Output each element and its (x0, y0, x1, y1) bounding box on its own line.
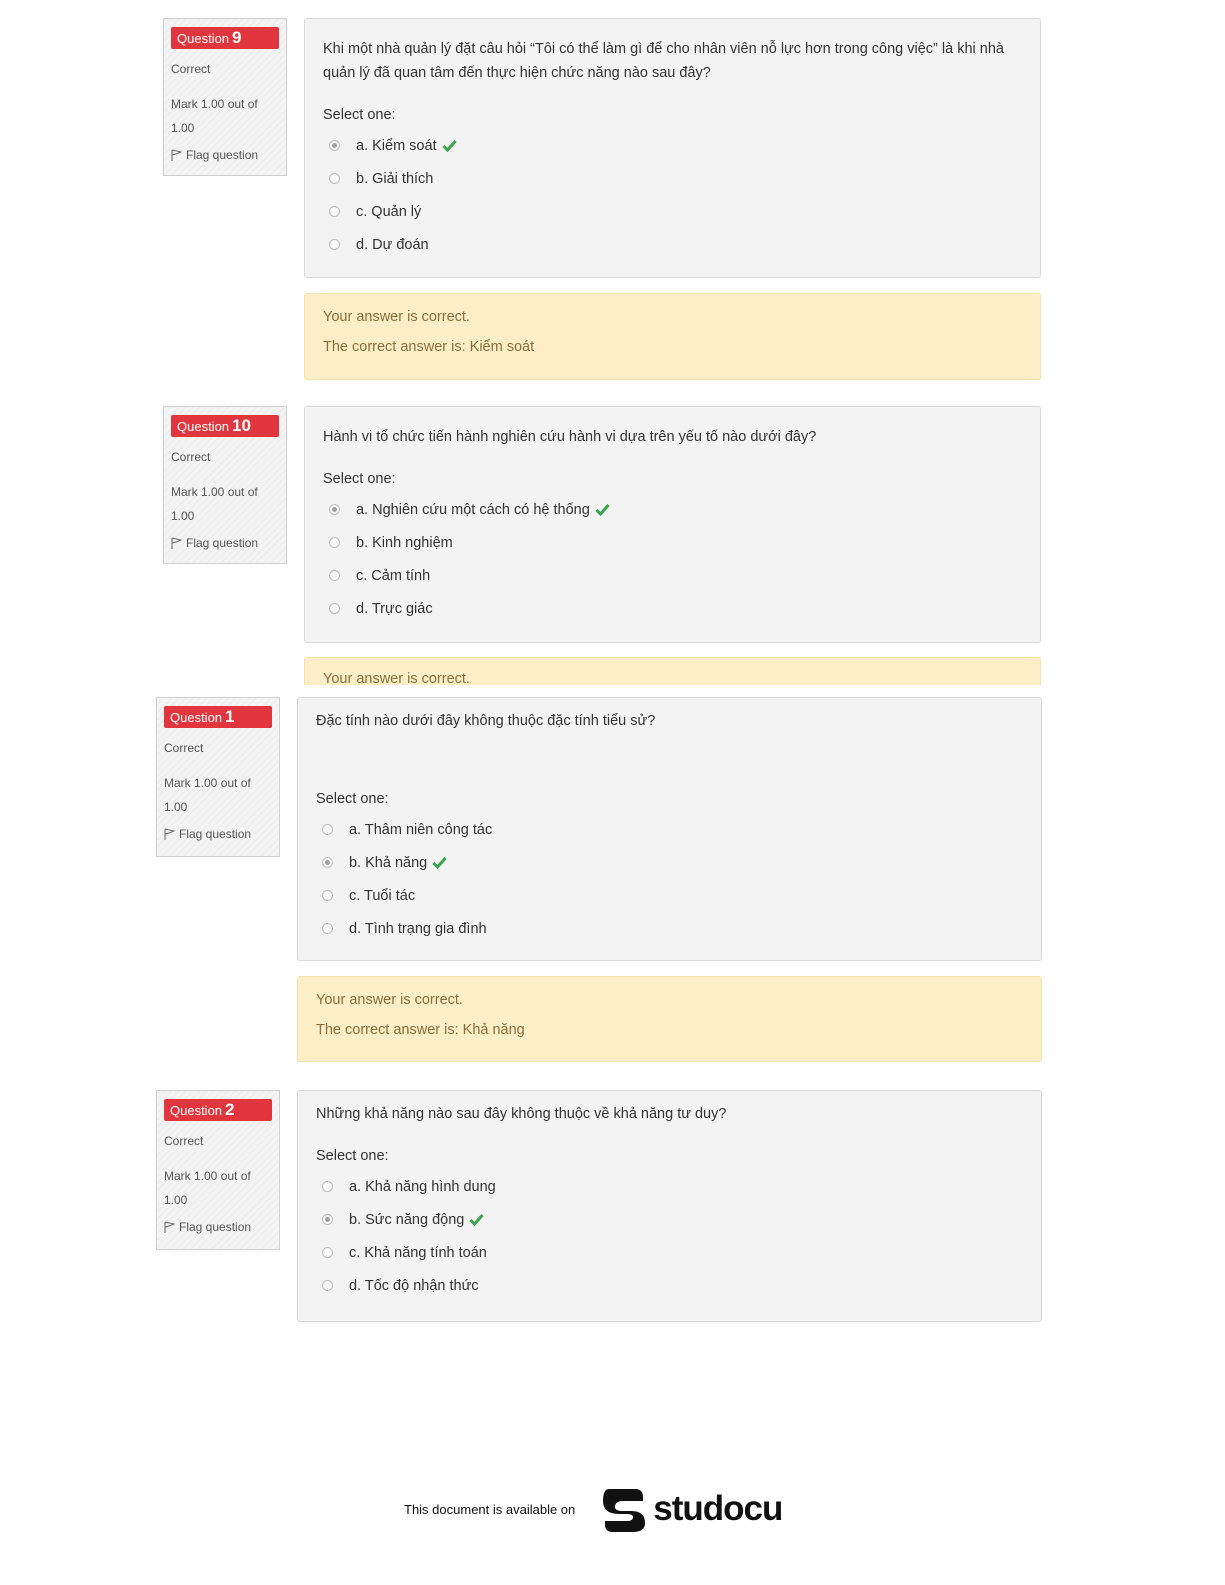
question-grade: Mark 1.00 out of 1.00 (164, 776, 251, 814)
question-label: Question (177, 419, 230, 434)
answer-option[interactable] (323, 228, 1022, 261)
correct-check-icon (595, 503, 610, 516)
question-number-badge (171, 415, 279, 437)
flag-icon (164, 1221, 175, 1233)
answer-option[interactable] (316, 912, 1023, 945)
answer-options (323, 129, 1022, 261)
answer-option-label: a. Khả năng hình dung (349, 1178, 496, 1195)
question-number-badge (164, 1099, 272, 1121)
question-formulation-9 (304, 18, 1041, 278)
question-number-badge (164, 706, 272, 728)
question-formulation-10 (304, 406, 1041, 643)
radio-button[interactable] (322, 1181, 333, 1192)
question-label: Question (170, 1103, 223, 1118)
answer-option[interactable] (323, 195, 1022, 228)
answer-option[interactable] (316, 813, 1023, 846)
answer-option[interactable] (316, 1269, 1023, 1302)
question-text: Hành vi tổ chức tiến hành nghiên cứu hành vi dựa trên yếu tố nào dưới đây? (323, 429, 817, 445)
answer-option[interactable] (323, 592, 1022, 625)
correct-check-icon (442, 139, 457, 152)
select-one-prompt: Select one: (316, 1148, 389, 1164)
question-number: 9 (232, 28, 242, 47)
correct-check-icon (469, 1213, 484, 1226)
answer-option[interactable] (316, 1203, 1023, 1236)
right-answer: The correct answer is: Kiểm soát (323, 339, 535, 355)
answer-option-label: a. Thâm niên công tác (349, 821, 493, 838)
feedback-text: Your answer is correct. (323, 309, 470, 325)
radio-button[interactable] (329, 537, 340, 548)
question-text: Khi một nhà quản lý đặt câu hỏi “Tôi có thể làm gì để cho nhân viên nỗ lực hơn trong công việc” là khi nhà quản lý đã quan tâm đến thực hiện chức năng nào sau đây? (323, 41, 1004, 81)
feedback-text: Your answer is correct. (323, 671, 470, 685)
select-one-prompt: Select one: (323, 471, 396, 487)
select-one-prompt: Select one: (323, 107, 396, 123)
answer-option-label: b. Giải thích (356, 170, 434, 187)
question-grade: Mark 1.00 out of 1.00 (171, 485, 258, 523)
document-footer (404, 1483, 782, 1535)
studocu-logo-icon (601, 1485, 647, 1533)
question-label: Question (170, 710, 223, 725)
answer-option[interactable] (316, 879, 1023, 912)
radio-button[interactable] (329, 206, 340, 217)
flag-icon (164, 828, 175, 840)
studocu-wordmark: studocu (653, 1489, 783, 1528)
question-formulation-1 (297, 697, 1042, 961)
answer-option[interactable] (323, 129, 1022, 162)
answer-option-label: c. Tuổi tác (349, 887, 416, 904)
radio-button[interactable] (322, 857, 333, 868)
question-info-2 (156, 1090, 280, 1250)
answer-option-label: d. Trực giác (356, 600, 433, 617)
answer-option-label: b. Khả năng (349, 854, 428, 871)
footer-text: This document is available on (404, 1501, 576, 1517)
answer-option[interactable] (323, 493, 1022, 526)
answer-option-label: d. Dự đoán (356, 236, 429, 253)
feedback-text: Your answer is correct. (316, 992, 463, 1008)
flag-question-link[interactable] (164, 1220, 272, 1234)
question-info-9 (163, 18, 287, 176)
radio-button[interactable] (329, 504, 340, 515)
answer-option[interactable] (323, 526, 1022, 559)
flag-icon (171, 149, 182, 161)
question-grade: Mark 1.00 out of 1.00 (171, 97, 258, 135)
answer-option-label: c. Khả năng tính toán (349, 1244, 487, 1261)
radio-button[interactable] (322, 890, 333, 901)
flag-question-label: Flag question (186, 536, 259, 550)
radio-button[interactable] (322, 1280, 333, 1291)
answer-options (323, 493, 1022, 625)
question-label: Question (177, 31, 230, 46)
answer-option[interactable] (316, 1170, 1023, 1203)
radio-button[interactable] (329, 173, 340, 184)
answer-option[interactable] (323, 162, 1022, 195)
answer-options (316, 1170, 1023, 1302)
question-formulation-2 (297, 1090, 1042, 1322)
select-one-prompt: Select one: (316, 791, 389, 807)
answer-option-label: a. Kiểm soát (356, 137, 437, 154)
radio-button[interactable] (322, 1214, 333, 1225)
radio-button[interactable] (329, 140, 340, 151)
question-number: 2 (225, 1100, 235, 1119)
radio-button[interactable] (322, 1247, 333, 1258)
studocu-logo[interactable] (601, 1485, 782, 1533)
question-state: Correct (164, 1134, 204, 1148)
question-outcome-1 (297, 976, 1042, 1062)
question-text: Những khả năng nào sau đây không thuộc về khả năng tư duy? (316, 1106, 727, 1122)
answer-option[interactable] (316, 1236, 1023, 1269)
flag-question-link[interactable] (171, 148, 279, 162)
flag-question-link[interactable] (171, 536, 279, 550)
question-outcome-10 (304, 657, 1041, 685)
radio-button[interactable] (322, 923, 333, 934)
flag-question-link[interactable] (164, 827, 272, 841)
answer-option-label: a. Nghiên cứu một cách có hệ thống (356, 501, 590, 518)
answer-option-label: d. Tình trạng gia đình (349, 920, 487, 937)
question-state: Correct (171, 62, 211, 76)
question-number-badge (171, 27, 279, 49)
right-answer: The correct answer is: Khả năng (316, 1022, 525, 1038)
answer-option[interactable] (316, 846, 1023, 879)
flag-question-label: Flag question (179, 1220, 252, 1234)
answer-option-label: c. Cảm tính (356, 567, 431, 584)
question-info-10 (163, 406, 287, 564)
flag-question-label: Flag question (186, 148, 259, 162)
question-number: 10 (232, 416, 251, 435)
question-grade: Mark 1.00 out of 1.00 (164, 1169, 251, 1207)
answer-options (316, 813, 1023, 945)
answer-option-label: b. Sức năng động (349, 1211, 465, 1228)
radio-button[interactable] (329, 603, 340, 614)
radio-button[interactable] (329, 239, 340, 250)
radio-button[interactable] (322, 824, 333, 835)
question-text: Đặc tính nào dưới đây không thuộc đặc tính tiểu sử? (316, 713, 656, 729)
flag-question-label: Flag question (179, 827, 252, 841)
question-number: 1 (225, 707, 235, 726)
question-state: Correct (171, 450, 211, 464)
answer-option-label: d. Tốc độ nhận thức (349, 1277, 479, 1294)
correct-check-icon (432, 856, 447, 869)
flag-icon (171, 537, 182, 549)
answer-option[interactable] (323, 559, 1022, 592)
radio-button[interactable] (329, 570, 340, 581)
question-info-1 (156, 697, 280, 857)
question-state: Correct (164, 741, 204, 755)
answer-option-label: c. Quản lý (356, 203, 422, 220)
question-outcome-9 (304, 293, 1041, 380)
answer-option-label: b. Kinh nghiệm (356, 534, 453, 551)
